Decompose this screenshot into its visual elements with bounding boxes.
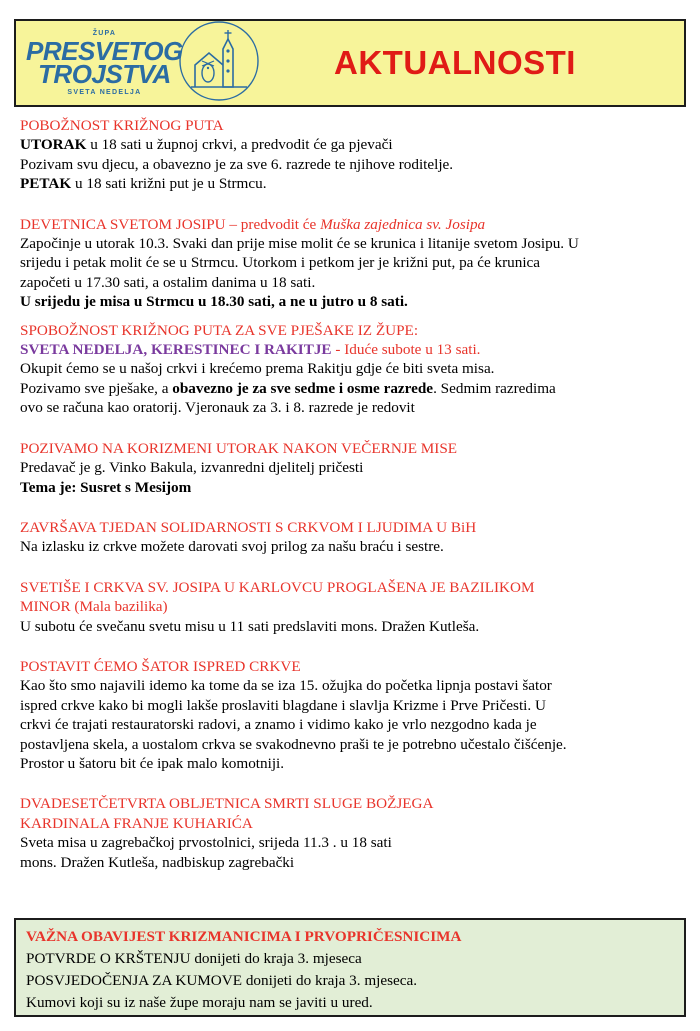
logo-line-trojstva: TROJSTVA (38, 59, 171, 89)
section-heading: ZAVRŠAVA TJEDAN SOLIDARNOSTI S CRKVOM I LJUDIMA U BiH (20, 518, 477, 536)
section-line: U subotu će svečanu svetu misu u 11 sati predslaviti mons. Dražen Kutleša. (20, 617, 480, 635)
section-heading (20, 215, 684, 234)
section-line: započeti u 17.30 sati, a ostalim danima u 18 sati. (20, 273, 316, 291)
section-obljetnica-kuharic (20, 794, 684, 872)
section-spacer (20, 566, 684, 578)
section-heading: DVADESETČETVRTA OBLJETNICA SMRTI SLUGE BOŽJEGA (20, 795, 434, 813)
section-spacer (20, 645, 684, 657)
notice-line: Kumovi koji su iz naše župe moraju nam se javiti u ured. (26, 994, 373, 1011)
section-heading-cont: KARDINALA FRANJE KUHARIĆA (20, 814, 253, 832)
section-line: ispred crkve kako bi mogli lakše proslaviti blagdane i slavlja Krizme i Prve Pričesti. U (20, 696, 546, 714)
logo-wordmark (26, 30, 183, 96)
section-korizmeni-utorak (20, 439, 684, 497)
church-circle-icon (177, 19, 261, 108)
section-spacer (20, 203, 684, 215)
notice-title: VAŽNA OBAVIJEST KRIZMANICIMA I PRVOPRIČESNICIMA (26, 928, 462, 945)
heading-part-plain: DEVETNICA SVETOM JOSIPU – predvodit će (20, 215, 321, 233)
notice-line: POSVJEDOČENJA ZA KUMOVE donijeti do kraja 3. mjeseca. (26, 972, 418, 989)
section-line (20, 155, 684, 174)
section-line: postavljena skela, a uostalom crkva se svakodnevno praši te je potrebno učestalo čišćenje. (20, 735, 567, 753)
section-heading: SPOBOŽNOST KRIŽNOG PUTA ZA SVE PJEŠAKE IZ ŽUPE: (20, 321, 419, 339)
section-sator-ispred-crkve (20, 657, 684, 773)
logo-zupa-label: ŽUPA (92, 30, 117, 37)
parish-logo (16, 19, 296, 108)
bulletin-content (20, 116, 684, 881)
section-line: ovo se računa kao oratorij. Vjeronauk za 3. i 8. razrede je redovit (20, 399, 415, 417)
lead-bold: PETAK (20, 175, 72, 193)
section-tjedan-solidarnosti (20, 518, 684, 557)
subheading-red-rest: - Iduće subote u 13 sati. (331, 341, 481, 359)
section-heading: POBOŽNOST KRIŽNOG PUTA (20, 117, 224, 134)
section-line-bold: Tema je: Susret s Mesijom (20, 478, 192, 496)
section-devetnica-svetom-josipu (20, 215, 684, 312)
section-line: mons. Dražen Kutleša, nadbiskup zagrebački (20, 853, 295, 871)
section-line (20, 379, 684, 398)
section-line (20, 174, 684, 193)
section-line (20, 135, 684, 154)
section-spacer (20, 782, 684, 794)
section-line: srijedu i petak molit će se u Strmcu. Utorkom i petkom jer je križni put, pa će krunica (20, 254, 541, 272)
section-line: Okupit ćemo se u našoj crkvi i krećemo prema Rakitju gdje će biti sveta misa. (20, 360, 495, 378)
section-bazilika-karlovac (20, 578, 684, 636)
section-line: Kao što smo najavili idemo ka tome da se iza 15. ožujka do početka lipnja postavi šator (20, 677, 552, 695)
section-line-bold: U srijedu je misa u Strmcu u 18.30 sati, a ne u jutro u 8 sati. (20, 293, 408, 311)
logo-line-presvetog: PRESVETOG (26, 36, 183, 66)
line-post: . Sedmim razredima (433, 379, 556, 397)
section-heading: SVETIŠE I CRKVA SV. JOSIPA U KARLOVCU PROGLAŠENA JE BAZILIKOM (20, 578, 535, 596)
page-title: AKTUALNOSTI (334, 44, 576, 81)
section-line: Započinje u utorak 10.3. Svaki dan prije mise molit će se krunica i litanije svetom Josipu. U (20, 235, 579, 253)
notice-line: POTVRDE O KRŠTENJU donijeti do kraja 3. mjeseca (26, 950, 362, 967)
line-rest: Pozivam svu djecu, a obavezno je za sve 6. razrede te njihove roditelje. (20, 155, 454, 173)
section-line: Predavač je g. Vinko Bakula, izvanredni djelitelj pričesti (20, 459, 364, 477)
section-line: Na izlasku iz crkve možete darovati svoj prilog za našu braću i sestre. (20, 538, 444, 556)
page-header (14, 19, 686, 107)
section-subheading (20, 340, 684, 359)
section-heading: POZIVAMO NA KORIZMENI UTORAK NAKON VEČERNJE MISE (20, 439, 458, 457)
line-bold-mid: obavezno je za sve sedme i osme razrede (172, 379, 434, 397)
line-rest: u 18 sati križni put je u Strmcu. (71, 175, 267, 193)
section-spacer (20, 506, 684, 518)
subheading-purple: SVETA NEDELJA, KERESTINEC I RAKITJE (20, 341, 332, 359)
section-pobozonost-kriznog-puta (20, 116, 684, 194)
important-notice-box (14, 918, 686, 1017)
section-spacer (20, 427, 684, 439)
heading-part-italic: Muška zajednica sv. Josipa (320, 215, 486, 233)
lead-bold: UTORAK (20, 136, 87, 154)
section-kriznog-puta-pjesake (20, 321, 684, 418)
section-line: Prostor u šatoru bit će ipak malo komotniji. (20, 754, 285, 772)
section-line: crkvi će trajati restauratorski radovi, a znamo i vidimo kako je vrlo nezgodno kada je (20, 716, 537, 734)
line-pre: Pozivamo sve pješake, a (20, 379, 173, 397)
section-line: Sveta misa u zagrebačkoj prvostolnici, srijeda 11.3 . u 18 sati (20, 834, 392, 852)
logo-place-label: SVETA NEDELJA (67, 89, 142, 96)
line-rest: u 18 sati u župnoj crkvi, a predvodit će ga pjevači (86, 136, 393, 154)
section-heading: POSTAVIT ĆEMO ŠATOR ISPRED CRKVE (20, 657, 301, 675)
section-heading-cont: MINOR (Mala bazilika) (20, 598, 168, 616)
